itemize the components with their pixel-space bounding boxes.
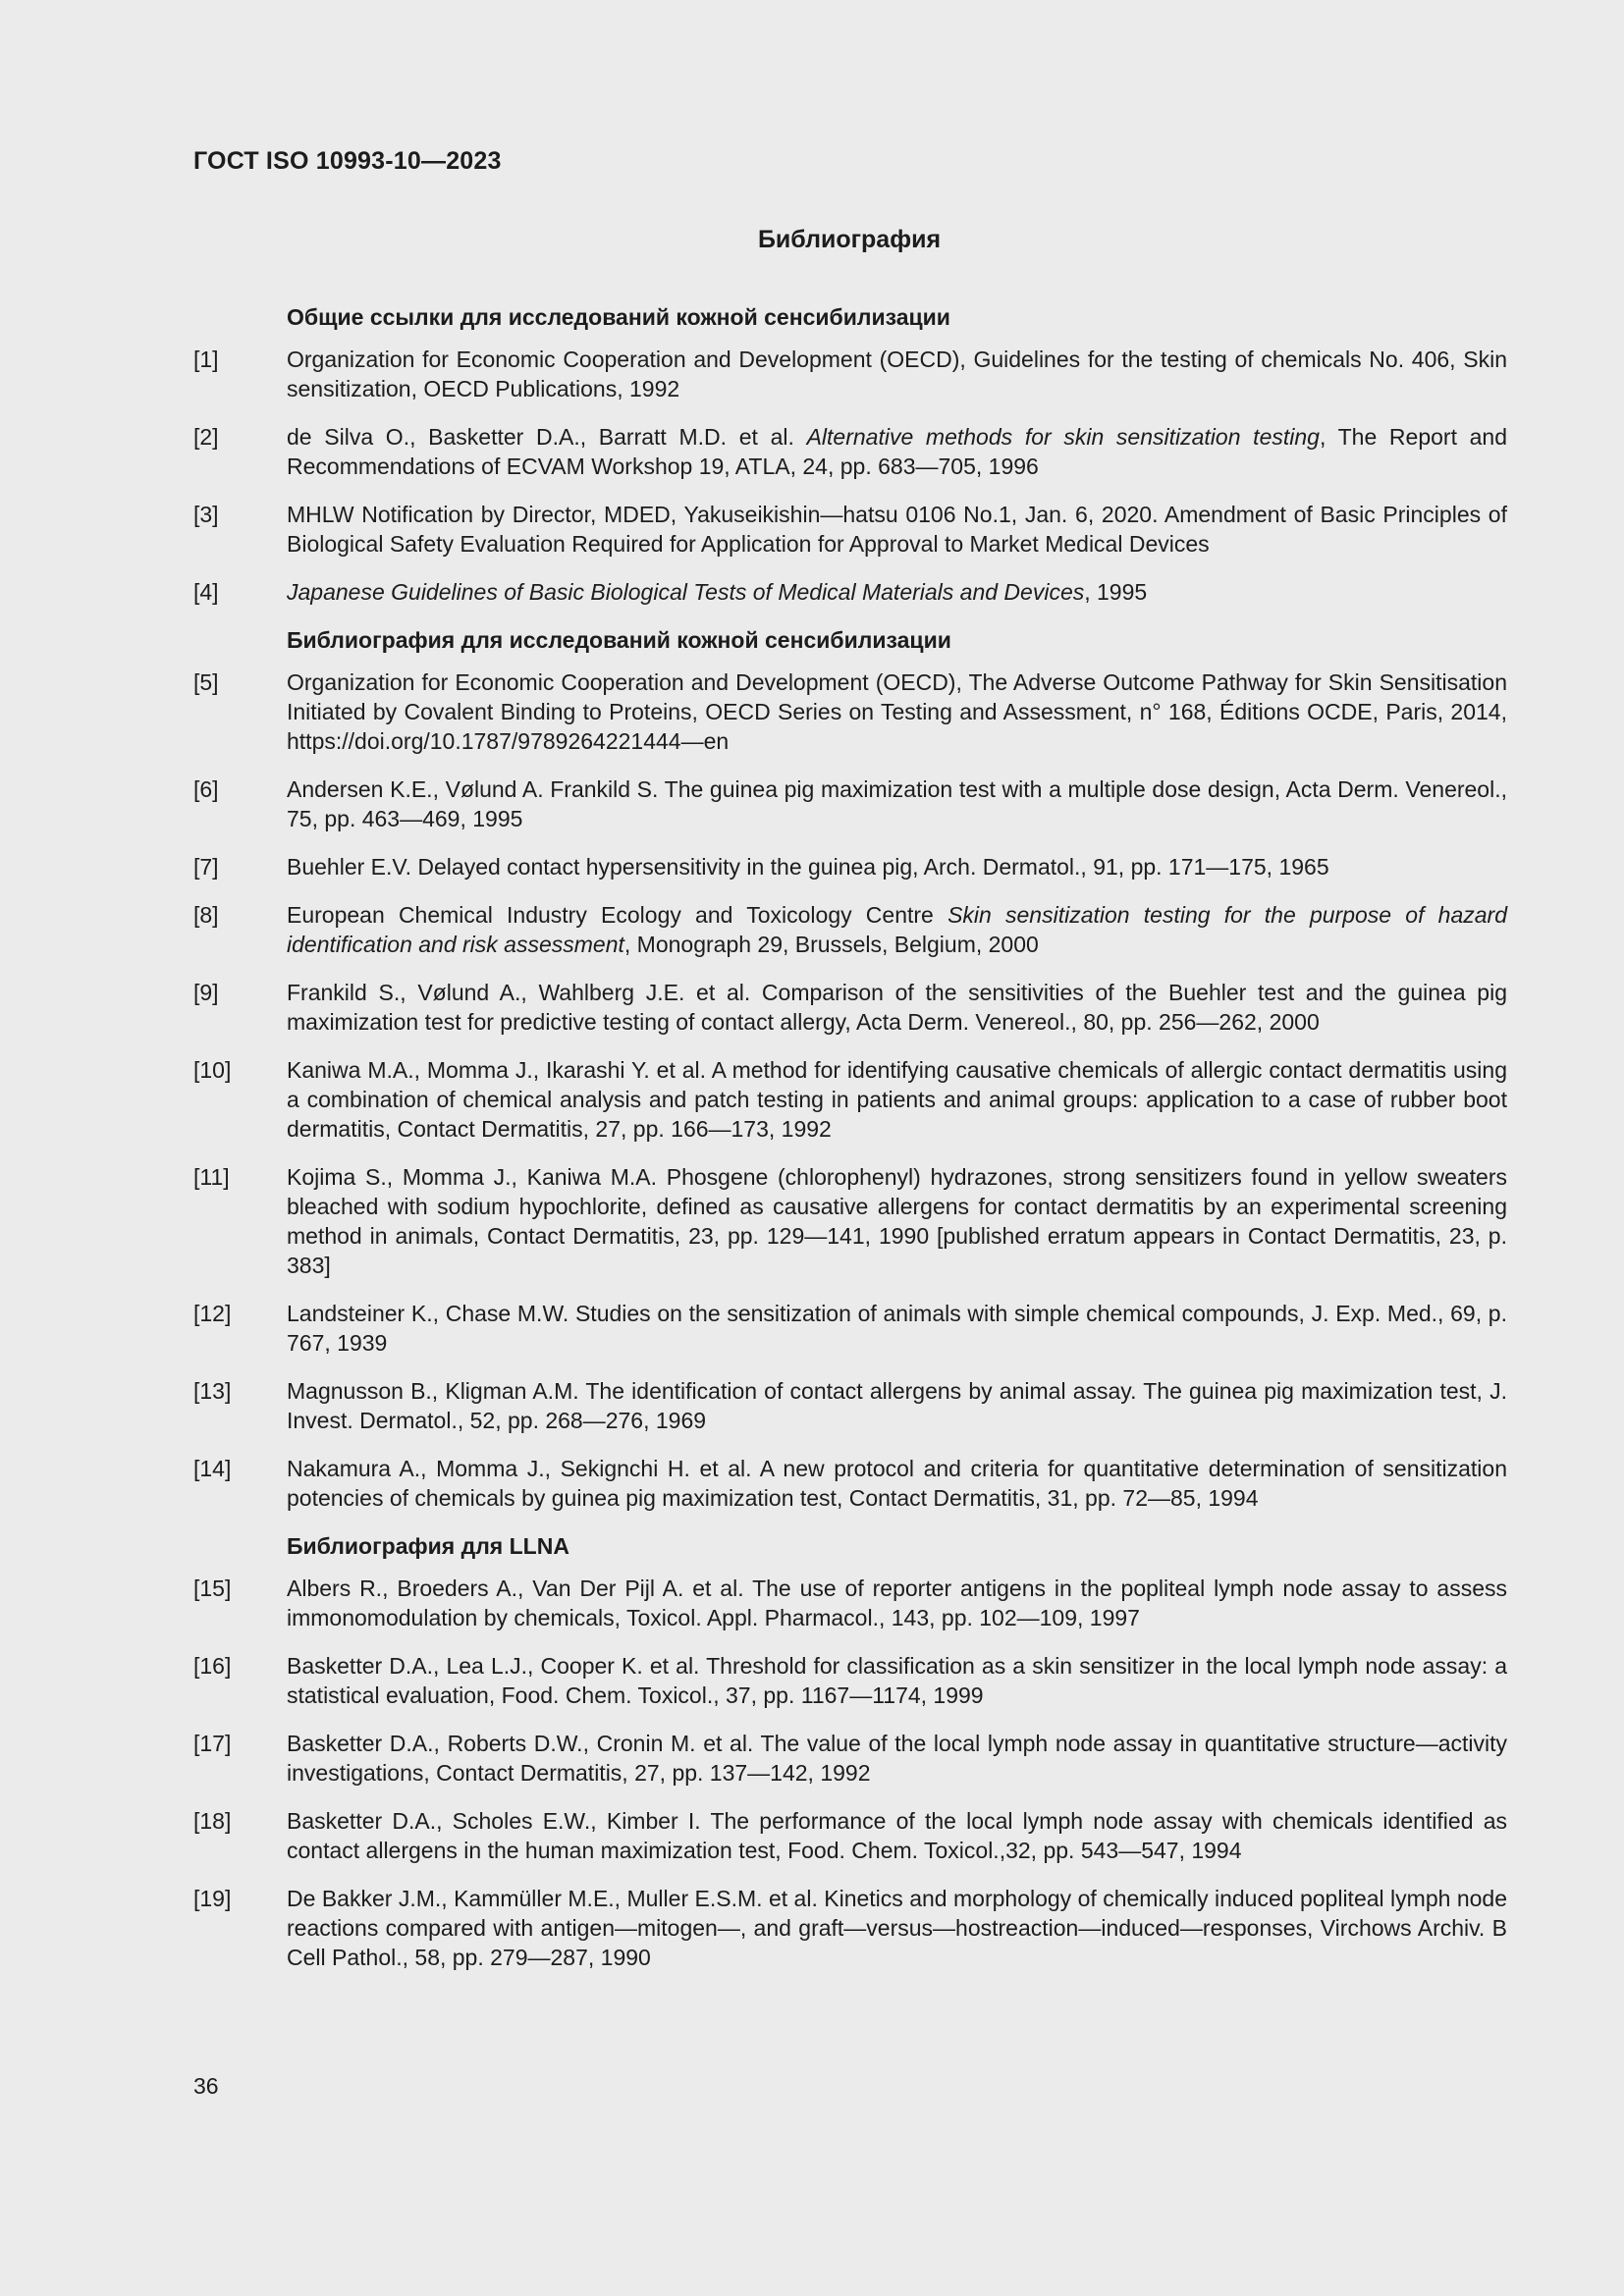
entry-text-part: de Silva O., Basketter D.A., Barratt M.D. et al. (287, 424, 807, 450)
bibliography-entry (193, 1651, 1507, 1710)
entry-text (287, 1299, 1507, 1358)
bibliography-entry (193, 1884, 1507, 1972)
bibliography-entry (193, 1299, 1507, 1358)
entry-text (287, 1806, 1507, 1865)
entry-text-part: , 1995 (1084, 579, 1148, 605)
bibliography-entry (193, 1729, 1507, 1788)
entry-number: [12] (193, 1301, 232, 1326)
bibliography-entry (193, 422, 1507, 481)
entry-text (287, 500, 1507, 559)
entry-text (287, 1055, 1507, 1144)
bibliography-entry (193, 345, 1507, 403)
entry-text-part: Landsteiner K., Chase M.W. Studies on the sensitization of animals with simple chemical compounds, J. Exp. Med., 69, p. 767, 1939 (287, 1301, 1507, 1356)
bibliography-title: Библиография (757, 226, 942, 253)
bibliography-entry (193, 1162, 1507, 1280)
bibliography-entry (193, 900, 1507, 959)
entry-text-part: , Monograph 29, Brussels, Belgium, 2000 (623, 932, 1039, 957)
entry-number: [19] (193, 1886, 232, 1911)
entry-number: [11] (193, 1164, 230, 1190)
entry-text-part: Kojima S., Momma J., Kaniwa M.A. Phosgene (chlorophenyl) hydrazones, strong sensitizers found in yellow sweaters bleached with sodium hypochlorite, defined as causative allergens for contact dermatitis by an experimental screening method in animals, Contact Dermatitis, 23, pp. 129—141, 1990 [published erratum appears in Contact Dermatitis, 23, p. 383] (287, 1164, 1507, 1278)
entry-number: [5] (193, 669, 219, 695)
entry-text (287, 978, 1507, 1037)
entry-text-part: , The Report and Recommendations of ECVAM Workshop 19, ATLA, 24, pp. 683—705, 1996 (287, 424, 1508, 479)
bibliography-entry (193, 774, 1507, 833)
entry-text-part: Frankild S., Vølund A., Wahlberg J.E. et al. Comparison of the sensitivities of the Buehler test and the guinea pig maximization test for predictive testing of contact allergy, Acta Derm. Venereol., 80, pp. 256—262, 2000 (287, 980, 1507, 1035)
entry-text (287, 1729, 1507, 1788)
entry-number: [9] (193, 980, 219, 1005)
entry-text (287, 1651, 1507, 1710)
bibliography-entry (193, 577, 1507, 607)
section-heading: Общие ссылки для исследований кожной сенсибилизации (287, 304, 950, 330)
entry-text (287, 774, 1507, 833)
entry-text-part: Albers R., Broeders A., Van Der Pijl A. et al. The use of reporter antigens in the popliteal lymph node assay to assess immonomodulation by chemicals, Toxicol. Appl. Pharmacol., 143, pp. 102—109, 1997 (287, 1575, 1507, 1630)
entry-text (287, 1376, 1507, 1435)
entry-title-italic: Alternative methods for skin sensitization testing (806, 424, 1320, 450)
entry-text-part: Nakamura A., Momma J., Sekignchi H. et al. A new protocol and criteria for quantitative determination of sensitization potencies of chemicals by guinea pig maximization test, Contact Dermatitis, 31, pp. 72—85, 1994 (287, 1456, 1507, 1511)
entry-number: [14] (193, 1456, 232, 1481)
entry-number: [4] (193, 579, 219, 605)
entry-text (287, 900, 1507, 959)
entry-text (287, 1454, 1507, 1513)
entry-text-part: Basketter D.A., Scholes E.W., Kimber I. The performance of the local lymph node assay with chemicals identified as contact allergens in the human maximization test, Food. Chem. Toxicol.,32, pp. 543—547, 1994 (287, 1808, 1507, 1863)
page-number: 36 (193, 2073, 219, 2099)
entry-text-part: MHLW Notification by Director, MDED, Yakuseikishin—hatsu 0106 No.1, Jan. 6, 2020. Amendment of Basic Principles of Biological Safety Evaluation Required for Application for Approval to Market Medical Devices (287, 502, 1507, 557)
bibliography-entry (193, 978, 1507, 1037)
entry-number: [17] (193, 1731, 232, 1756)
bibliography-entry (193, 500, 1507, 559)
entry-text (287, 1884, 1507, 1972)
entry-text (287, 577, 1507, 607)
entry-text-part: De Bakker J.M., Kammüller M.E., Muller E.S.M. et al. Kinetics and morphology of chemically induced popliteal lymph node reactions compared with antigen—mitogen—, and graft—versus—hostreaction—induced—responses, Virchows Archiv. B Cell Pathol., 58, pp. 279—287, 1990 (287, 1886, 1507, 1970)
bibliography-entry (193, 1574, 1507, 1632)
entry-text-part: Organization for Economic Cooperation and Development (OECD), Guidelines for the testing of chemicals No. 406, Skin sensitization, OECD Publications, 1992 (287, 347, 1507, 401)
bibliography-entry (193, 1454, 1507, 1513)
entry-text (287, 1574, 1507, 1632)
entry-text (287, 1162, 1507, 1280)
entry-number: [1] (193, 347, 219, 372)
entry-number: [3] (193, 502, 219, 527)
entry-number: [18] (193, 1808, 232, 1834)
entry-number: [2] (193, 424, 219, 450)
entry-text-part: Basketter D.A., Lea L.J., Cooper K. et al. Threshold for classification as a skin sensitizer in the local lymph node assay: a statistical evaluation, Food. Chem. Toxicol., 37, pp. 1167—1174, 1999 (287, 1653, 1507, 1708)
entry-text-part: Basketter D.A., Roberts D.W., Cronin M. et al. The value of the local lymph node assay in quantitative structure—activity investigations, Contact Dermatitis, 27, pp. 137—142, 1992 (287, 1731, 1507, 1786)
bibliography-entry (193, 1055, 1507, 1144)
entry-number: [16] (193, 1653, 232, 1679)
entry-text-part: European Chemical Industry Ecology and Toxicology Centre (287, 902, 948, 928)
document-code-header: ГОСТ ISO 10993-10—2023 (193, 147, 502, 175)
entry-text-part: Andersen K.E., Vølund A. Frankild S. The guinea pig maximization test with a multiple dose design, Acta Derm. Venereol., 75, pp. 463—469, 1995 (287, 776, 1507, 831)
entry-number: [10] (193, 1057, 232, 1083)
entry-number: [15] (193, 1575, 232, 1601)
entry-title-italic: Skin sensitization testing for the purpose of hazard identification and risk assessment (287, 902, 1507, 957)
bibliography-entry (193, 667, 1507, 756)
entry-text-part: Magnusson B., Kligman A.M. The identification of contact allergens by animal assay. The guinea pig maximization test, J. Invest. Dermatol., 52, pp. 268—276, 1969 (287, 1378, 1507, 1433)
bibliography-entry (193, 1806, 1507, 1865)
entry-title-italic: Japanese Guidelines of Basic Biological Tests of Medical Materials and Devices (287, 579, 1085, 605)
entry-number: [8] (193, 902, 219, 928)
entry-text (287, 422, 1507, 481)
bibliography-entry (193, 1376, 1507, 1435)
bibliography-entry (193, 852, 1507, 881)
entry-text-part: Buehler E.V. Delayed contact hypersensitivity in the guinea pig, Arch. Dermatol., 91, pp. 171—175, 1965 (287, 854, 1329, 880)
section-heading: Библиография для исследований кожной сенсибилизации (287, 627, 951, 653)
entry-number: [13] (193, 1378, 232, 1404)
section-heading: Библиография для LLNA (287, 1533, 569, 1559)
entry-text-part: Organization for Economic Cooperation and Development (OECD), The Adverse Outcome Pathway for Skin Sensitisation Initiated by Covalent Binding to Proteins, OECD Series on Testing and Assessment, n° 168, Éditions OCDE, Paris, 2014, https://doi.org/10.1787/9789264221444—en (287, 669, 1507, 754)
entry-number: [7] (193, 854, 219, 880)
entry-text-part: Kaniwa M.A., Momma J., Ikarashi Y. et al. A method for identifying causative chemicals of allergic contact dermatitis using a combination of chemical analysis and patch testing in patients and animal groups: application to a case of rubber boot dermatitis, Contact Dermatitis, 27, pp. 166—173, 1992 (287, 1057, 1507, 1142)
bibliography-list (193, 302, 1507, 1991)
entry-text (287, 852, 1507, 881)
entry-text (287, 345, 1507, 403)
entry-number: [6] (193, 776, 219, 802)
entry-text (287, 667, 1507, 756)
